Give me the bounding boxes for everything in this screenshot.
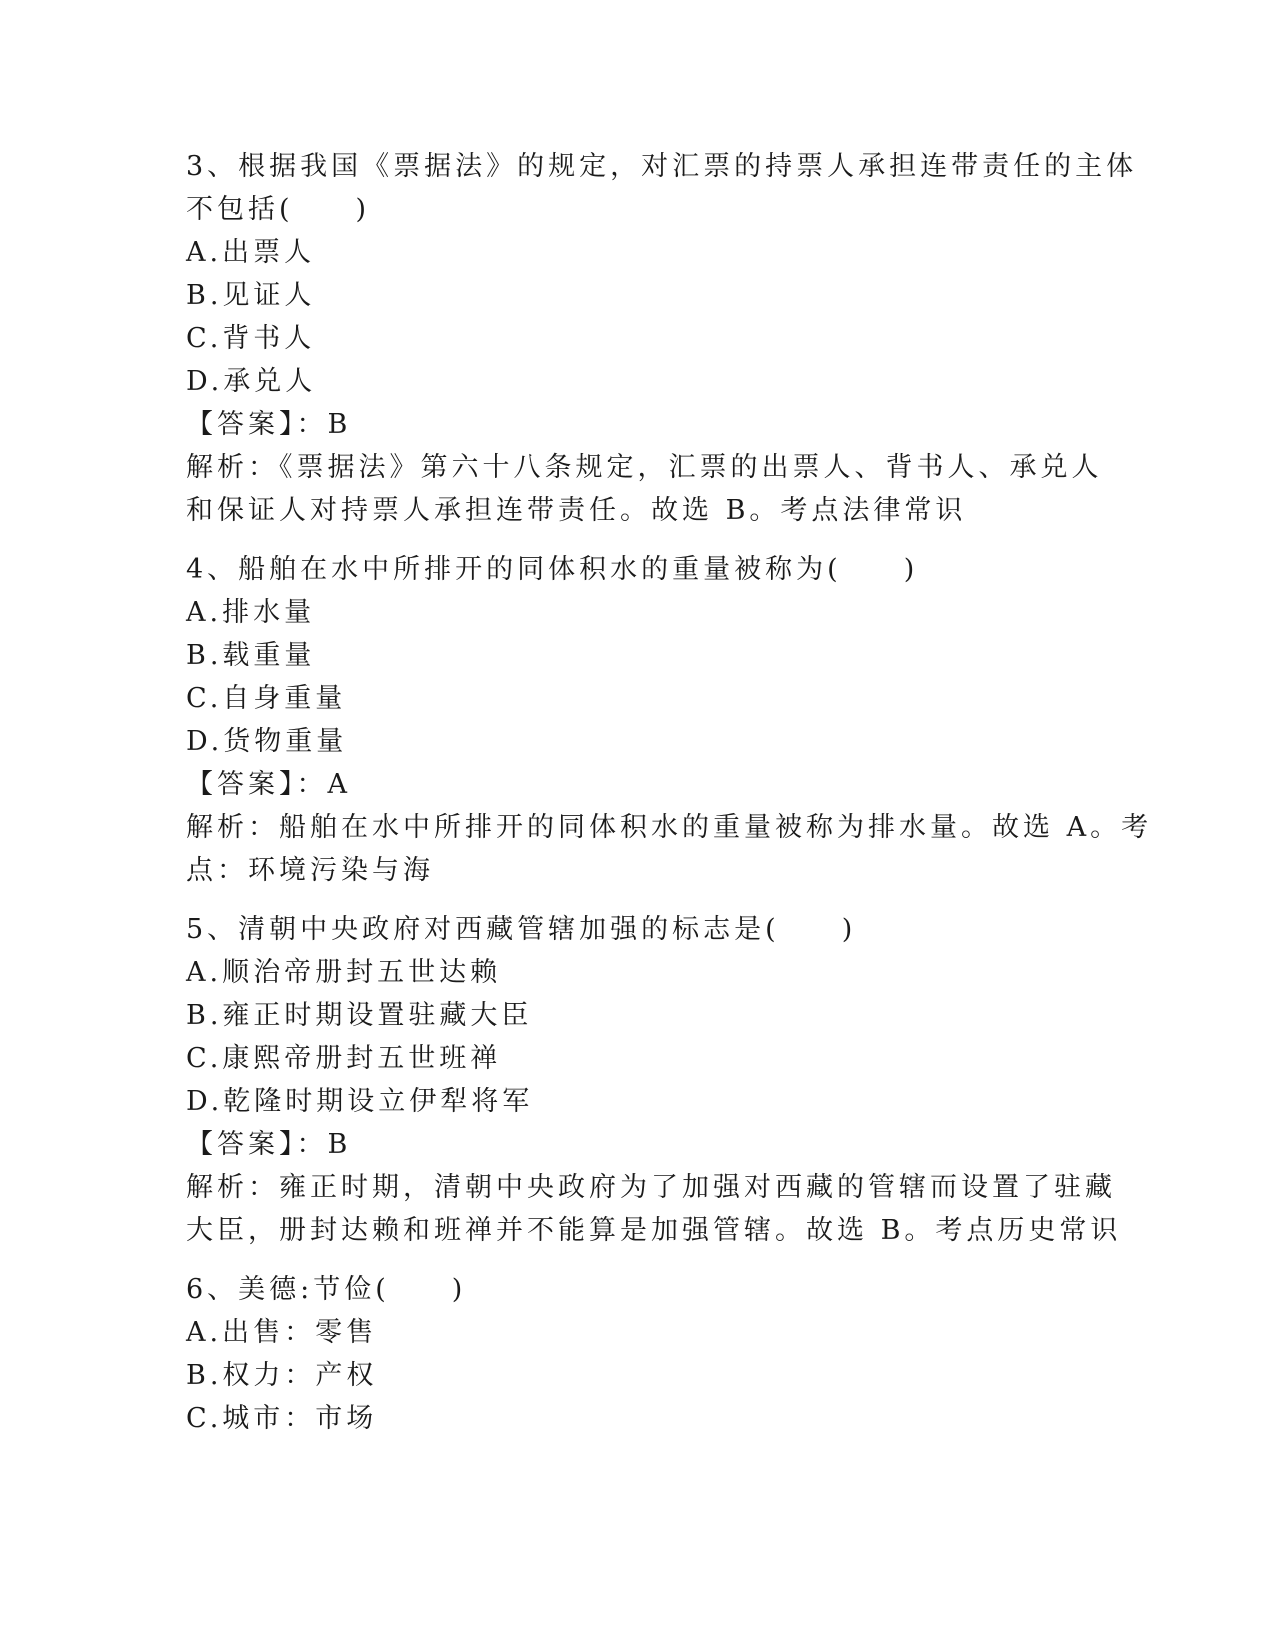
option-c: C.康熙帝册封五世班禅	[186, 1043, 502, 1074]
answer: 【答案】：A	[186, 769, 351, 800]
option-b: B.载重量	[186, 640, 316, 671]
answer: 【答案】：B	[186, 1129, 352, 1160]
analysis: 解析：《票据法》第六十八条规定，汇票的出票人、背书人、承兑人	[186, 452, 1103, 483]
document-page	[186, 145, 1153, 1456]
analysis: 解析：雍正时期，清朝中央政府为了加强对西藏的管辖而设置了驻藏	[186, 1172, 1116, 1203]
question-stem: 3、根据我国《票据法》的规定，对汇票的持票人承担连带责任的主体	[186, 151, 1138, 182]
option-b: B.雍正时期设置驻藏大臣	[186, 1000, 533, 1031]
option-a: A.出售：零售	[186, 1317, 378, 1348]
option-a: A.顺治帝册封五世达赖	[186, 957, 502, 988]
option-c: C.背书人	[186, 323, 316, 354]
question-stem: 5、清朝中央政府对西藏管辖加强的标志是( )	[186, 914, 857, 945]
question-3	[186, 145, 1138, 532]
answer: 【答案】：B	[186, 409, 352, 440]
option-b: B.权力：产权	[186, 1360, 378, 1391]
analysis: 大臣，册封达赖和班禅并不能算是加强管辖。故选 B。考点历史常识	[186, 1215, 1122, 1246]
option-a: A.出票人	[186, 237, 316, 268]
analysis: 和保证人对持票人承担连带责任。故选 B。考点法律常识	[186, 495, 967, 526]
option-c: C.自身重量	[186, 683, 347, 714]
option-d: D.承兑人	[186, 366, 317, 397]
question-5	[186, 908, 1122, 1252]
option-d: D.货物重量	[186, 726, 348, 757]
option-c: C.城市：市场	[186, 1403, 378, 1434]
option-b: B.见证人	[186, 280, 316, 311]
question-stem: 不包括( )	[186, 194, 371, 225]
question-stem: 4、船舶在水中所排开的同体积水的重量被称为( )	[186, 554, 919, 585]
question-stem: 6、美德:节俭( )	[186, 1274, 467, 1305]
question-6	[186, 1268, 1086, 1440]
analysis: 解析：船舶在水中所排开的同体积水的重量被称为排水量。故选 A。考	[186, 812, 1153, 843]
analysis: 点：环境污染与海	[186, 855, 434, 886]
option-a: A.排水量	[186, 597, 316, 628]
option-d: D.乾隆时期设立伊犁将军	[186, 1086, 534, 1117]
question-4	[186, 548, 1153, 892]
